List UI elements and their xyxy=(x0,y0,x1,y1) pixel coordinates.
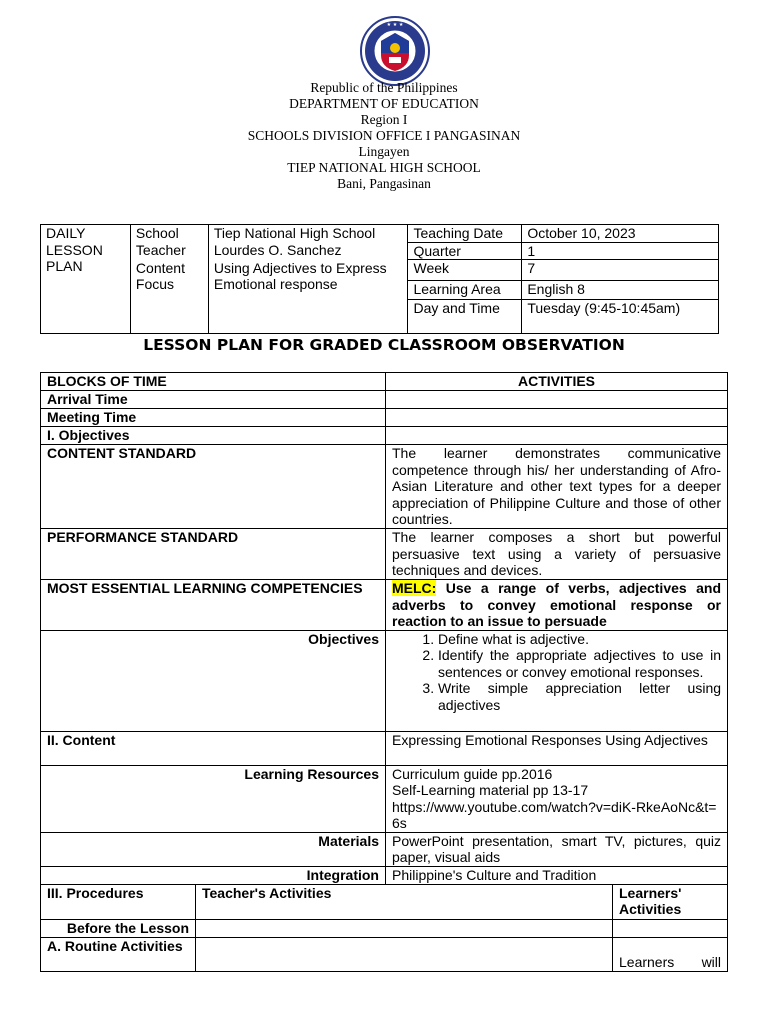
dlp-cell: DAILY LESSON PLAN xyxy=(41,225,131,334)
resource-line: Curriculum guide pp.2016 xyxy=(392,765,553,782)
performance-standard-label: PERFORMANCE STANDARD xyxy=(41,529,386,580)
materials-label: Materials xyxy=(41,832,386,866)
header-line-region: Region I xyxy=(360,112,408,127)
objective-item: 2. Identify the appropriate adjectives to use in sentences or convey emotional responses. xyxy=(438,647,721,680)
quarter-label: Quarter xyxy=(408,242,522,260)
content-standard-text: The learner demonstrates communicative competence through his/ her understanding of Afro-Asian Literature and other text types for a deeper appreciation of Philippine Culture and those of other countries. xyxy=(386,445,728,529)
quarter-value: 1 xyxy=(522,242,719,260)
activities-header: ACTIVITIES xyxy=(386,373,728,391)
materials-text: PowerPoint presentation, smart TV, pictures, quiz paper, visual aids xyxy=(386,832,728,866)
performance-standard-text: The learner composes a short but powerful persuasive text using a variety of persuasive techniques and devices. xyxy=(386,529,728,580)
procedures-label: III. Procedures xyxy=(41,884,196,919)
objectives-heading: I. Objectives xyxy=(41,427,386,445)
resource-line: Self-Learning material pp 13-17 xyxy=(392,782,589,798)
before-lesson-label: Before the Lesson xyxy=(41,919,196,937)
learners-will-text: Learners will xyxy=(613,937,728,971)
arrival-time-label: Arrival Time xyxy=(41,391,386,409)
objective-item: 3. Write simple appreciation letter using adjectives xyxy=(438,680,721,713)
header-line-address: Bani, Pangasinan xyxy=(337,176,431,191)
area-value: English 8 xyxy=(522,281,719,300)
school-header xyxy=(0,80,768,192)
integration-text: Philippine's Culture and Tradition xyxy=(386,866,728,884)
svg-text:★ ★ ★: ★ ★ ★ xyxy=(386,22,404,28)
melc-highlight: MELC: xyxy=(392,580,437,596)
time-value: Tuesday (9:45-10:45am) xyxy=(522,300,719,334)
blocks-of-time-header: BLOCKS OF TIME xyxy=(41,373,386,391)
routine-activities-label: A. Routine Activities xyxy=(41,937,196,971)
objectives-label: Objectives xyxy=(41,630,386,731)
school-label: School xyxy=(130,225,208,243)
content-focus-value: Using Adjectives to Express Emotional response xyxy=(208,260,408,334)
learner-activities-header: Learners' Activities xyxy=(613,884,728,919)
date-value: October 10, 2023 xyxy=(522,225,719,243)
teacher-activities-header: Teacher's Activities xyxy=(196,884,613,919)
school-value: Tiep National High School xyxy=(208,225,408,243)
teacher-label: Teacher xyxy=(130,242,208,260)
objective-item: 1. Define what is adjective. xyxy=(438,631,721,648)
area-label: Learning Area xyxy=(408,281,522,300)
resource-link[interactable]: https://www.youtube.com/watch?v=diK-RkeAoNc&t=6s xyxy=(392,798,717,831)
deped-seal-icon xyxy=(359,15,431,87)
objectives-list-cell xyxy=(386,630,728,731)
content-focus-label: Content Focus xyxy=(130,260,208,334)
week-label: Week xyxy=(408,260,522,281)
header-line-division: SCHOOLS DIVISION OFFICE I PANGASINAN xyxy=(247,128,521,143)
page-title: LESSON PLAN FOR GRADED CLASSROOM OBSERVATION xyxy=(143,336,625,354)
teacher-value: Lourdes O. Sanchez xyxy=(208,242,408,260)
content-text: Expressing Emotional Responses Using Adjectives xyxy=(386,731,728,765)
lesson-info-table xyxy=(40,224,719,334)
content-standard-label: CONTENT STANDARD xyxy=(41,445,386,529)
header-line-school: TIEP NATIONAL HIGH SCHOOL xyxy=(287,160,481,175)
content-label: II. Content xyxy=(41,731,386,765)
lesson-plan-table xyxy=(40,372,728,972)
meeting-time-label: Meeting Time xyxy=(41,409,386,427)
header-line-republic: Republic of the Philippines xyxy=(310,80,458,95)
melc-text: MELC: Use a range of verbs, adjectives and adverbs to convey emotional response or reaction to an issue to persuade xyxy=(386,580,728,631)
week-value: 7 xyxy=(522,260,719,281)
time-label: Day and Time xyxy=(408,300,522,334)
objectives-list xyxy=(392,631,721,714)
header-line-city: Lingayen xyxy=(358,144,410,159)
integration-label: Integration xyxy=(41,866,386,884)
melc-label: MOST ESSENTIAL LEARNING COMPETENCIES xyxy=(41,580,386,631)
learning-resources-cell xyxy=(386,765,728,832)
date-label: Teaching Date xyxy=(408,225,522,243)
learning-resources-label: Learning Resources xyxy=(41,765,386,832)
header-line-deped: DEPARTMENT OF EDUCATION xyxy=(289,96,479,111)
